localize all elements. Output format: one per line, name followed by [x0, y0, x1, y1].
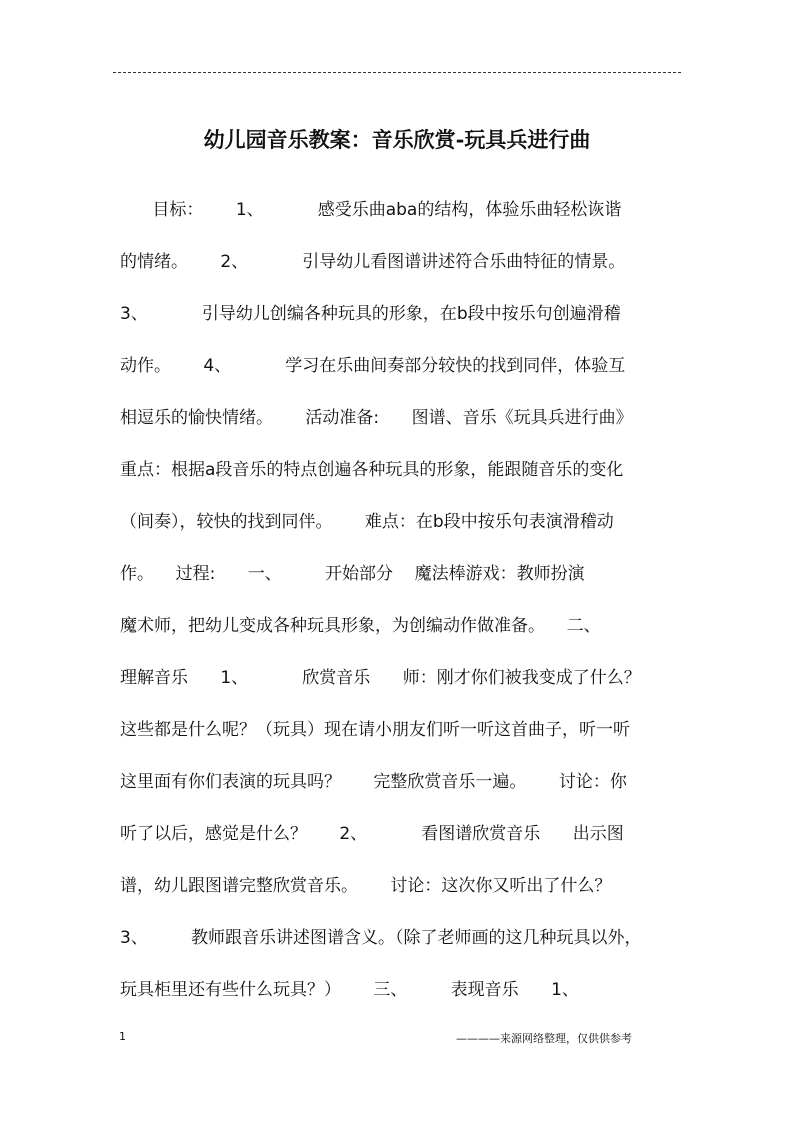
body-line: （间奏），较快的找到同伴。 难点：在b段中按乐句表演滑稽动 — [120, 512, 614, 532]
body-line: 听了以后，感觉是什么？ 2、 看图谱欣赏音乐 出示图 — [120, 824, 624, 844]
body-line: 这里面有你们表演的玩具吗？ 完整欣赏音乐一遍。 讨论：你 — [120, 772, 627, 792]
body-line: 3、 引导幼儿创编各种玩具的形象，在b段中按乐句创遍滑稽 — [120, 304, 621, 324]
body-line: 动作。 4、 学习在乐曲间奏部分较快的找到同伴，体验互 — [120, 356, 626, 376]
body-line: 3、 教师跟音乐讲述图谱含义。（除了老师画的这几种玩具以外， — [120, 928, 642, 948]
body-line: 玩具柜里还有些什么玩具？） 三、 表现音乐 1、 — [120, 980, 579, 1000]
document-title: 幼儿园音乐教案：音乐欣赏-玩具兵进行曲 — [203, 127, 591, 152]
body-line: 作。 过程: 一、 开始部分 魔法棒游戏：教师扮演 — [120, 564, 585, 584]
body-line: 这些都是什么呢？（玩具）现在请小朋友们听一听这首曲子，听一听 — [120, 720, 630, 740]
footer-note: ————来源网络整理，仅供供参考 — [456, 1032, 632, 1045]
body-line: 相逗乐的愉快情绪。 活动准备: 图谱、音乐《玩具兵进行曲》 — [120, 408, 633, 428]
header-dashed-rule — [113, 72, 681, 73]
body-line: 的情绪。 2、 引导幼儿看图谱讲述符合乐曲特征的情景。 — [120, 252, 626, 272]
page-number: 1 — [119, 1030, 126, 1043]
body-line: 理解音乐 1、 欣赏音乐 师：刚才你们被我变成了什么？ — [120, 668, 641, 688]
body-line: 重点：根据a段音乐的特点创遍各种玩具的形象，能跟随音乐的变化 — [120, 460, 624, 480]
body-line: 谱，幼儿跟图谱完整欣赏音乐。 讨论：这次你又听出了什么？ — [120, 876, 612, 896]
body-line: 目标： 1、 感受乐曲aba的结构，体验乐曲轻松诙谐 — [120, 200, 622, 220]
body-line: 魔术师，把幼儿变成各种玩具形象，为创编动作做准备。 二、 — [120, 616, 601, 636]
